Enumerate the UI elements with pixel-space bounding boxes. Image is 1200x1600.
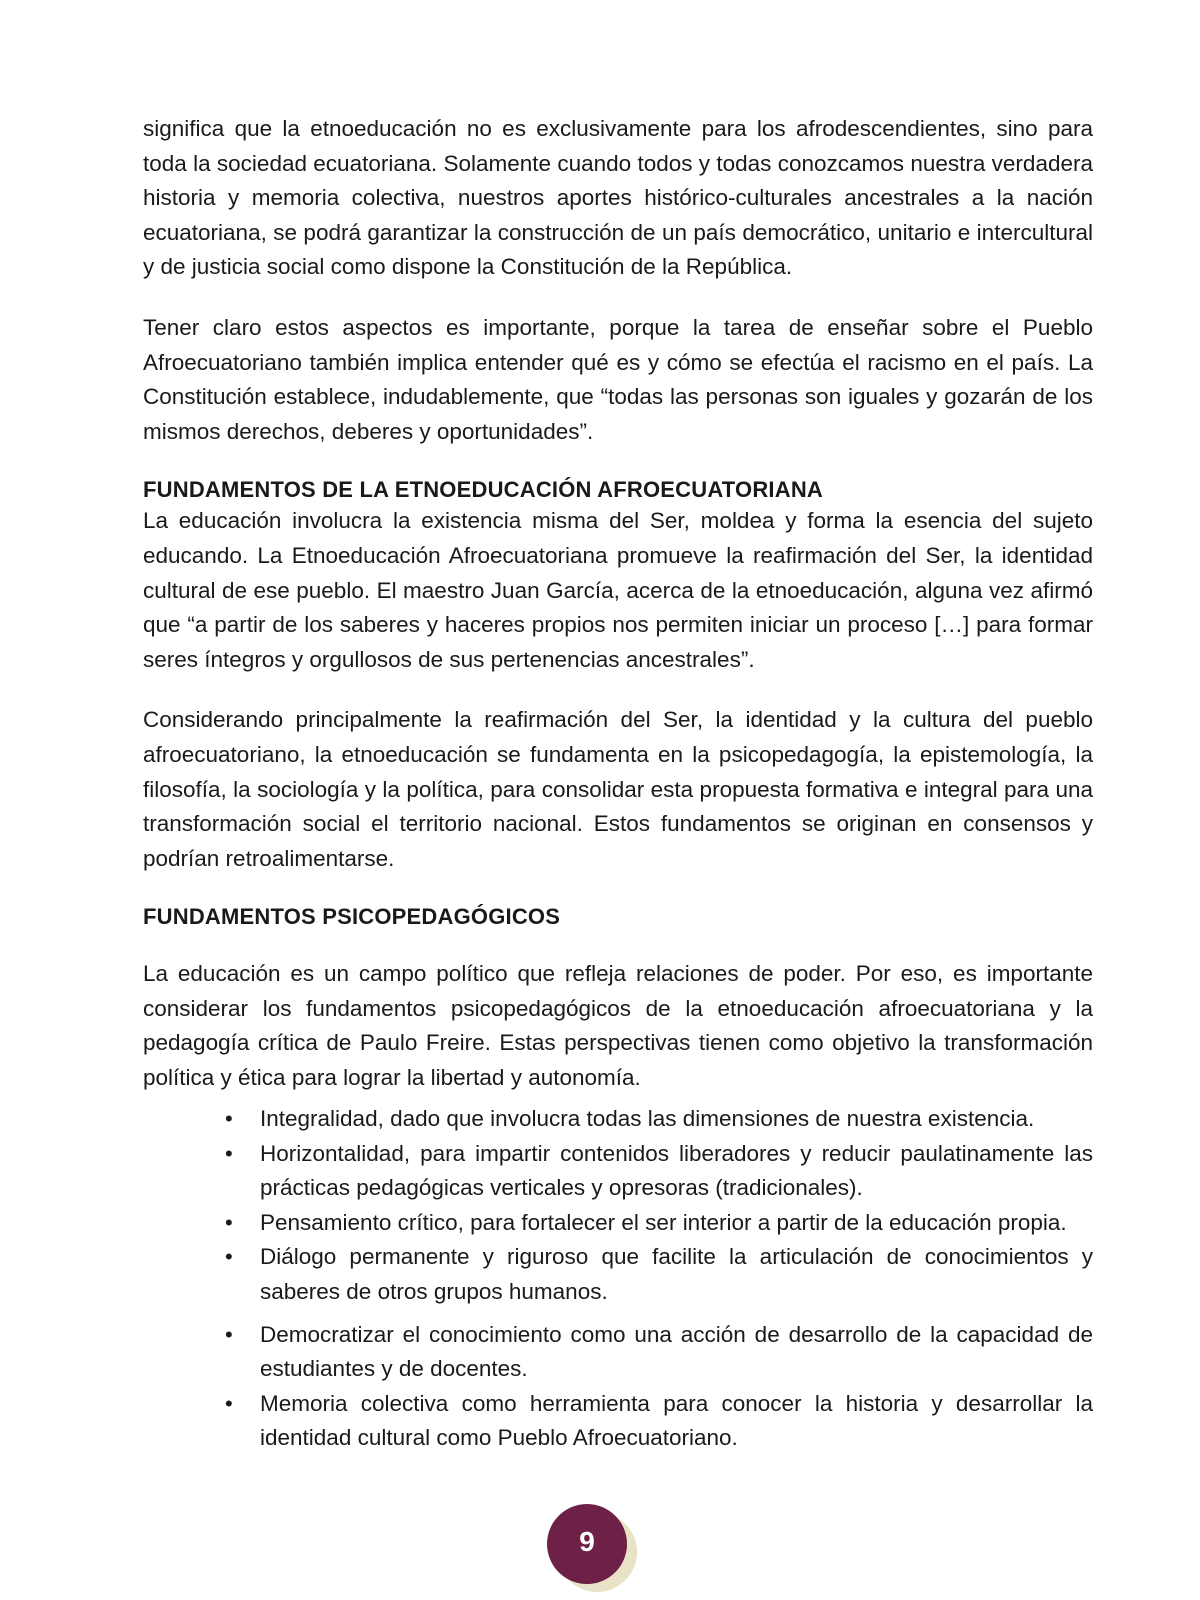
paragraph-etnoeducacion-1: La educación involucra la existencia misma del Ser, moldea y forma la esencia del sujeto educando. La Etnoeducación Afroecuatoriana promueve la reafirmación del Ser, la identidad cultural de ese pueblo. El maestro Juan García, acerca de la etnoeducación, alguna vez afirmó que “a partir de los saberes y haceres propios nos permiten iniciar un proceso […] para formar seres íntegros y orgullosos de sus pertenencias ancestrales”.	[143, 508, 1093, 672]
bullet-marker: •	[225, 1209, 233, 1235]
paragraph-psicopedagogicos: La educación es un campo político que refleja relaciones de poder. Por eso, es importante considerar los fundamentos psicopedagógicos de la etnoeducación afroecuatoriana y la pedagogía crítica de Paulo Freire. Estas perspectivas tienen como objetivo la transformación política y ética para lograr la libertad y autonomía.	[143, 961, 1093, 1091]
list-item-text: Pensamiento crítico, para fortalecer el ser interior a partir de la educación propia.	[260, 1209, 1067, 1235]
bullet-marker: •	[225, 1321, 233, 1347]
list-item	[225, 1318, 1093, 1387]
paragraph-intro-2: Tener claro estos aspectos es importante, porque la tarea de enseñar sobre el Pueblo Afroecuatoriano también implica entender qué es y cómo se efectúa el racismo en el país. La Constitución establece, indudablemente, que “todas las personas son iguales y gozarán de los mismos derechos, deberes y oportunidades”.	[143, 314, 1093, 444]
bullet-marker: •	[225, 1106, 233, 1131]
page-number-badge	[547, 1504, 639, 1596]
paragraph-etnoeducacion-2: Considerando principalmente la reafirmación del Ser, la identidad y la cultura del pueblo afroecuatoriano, la etnoeducación se fundamenta en la psicopedagogía, la epistemología, la filosofía, la sociología y la política, para consolidar esta propuesta formativa e integral para una transformación social el territorio nacional. Estos fundamentos se originan en consensos y podrían retroalimentarse.	[143, 707, 1093, 871]
list-item	[225, 1387, 1093, 1456]
bullet-marker: •	[225, 1390, 233, 1416]
section-heading-etnoeducacion: FUNDAMENTOS DE LA ETNOEDUCACIÓN AFROECUATORIANA	[143, 477, 823, 503]
list-item-text: Diálogo permanente y riguroso que facilite la articulación de conocimientos y saberes de otros grupos humanos.	[260, 1244, 1093, 1304]
page-number: 9	[547, 1504, 627, 1584]
list-item	[225, 1102, 1093, 1137]
bullet-marker: •	[225, 1244, 233, 1270]
list-item	[225, 1240, 1093, 1309]
list-item-text: Democratizar el conocimiento como una acción de desarrollo de la capacidad de estudiantes y de docentes.	[260, 1321, 1093, 1382]
list-item-text: Horizontalidad, para impartir contenidos liberadores y reducir paulatinamente las prácticas pedagógicas verticales y opresoras (tradicionales).	[260, 1140, 1093, 1201]
list-item	[225, 1206, 1093, 1241]
section-heading-psicopedagogicos: FUNDAMENTOS PSICOPEDAGÓGICOS	[143, 904, 561, 930]
list-item	[225, 1137, 1093, 1206]
bullet-list	[225, 1102, 1093, 1456]
list-item-text: Memoria colectiva como herramienta para conocer la historia y desarrollar la identidad cultural como Pueblo Afroecuatoriano.	[260, 1390, 1093, 1451]
list-item-text: Integralidad, dado que involucra todas las dimensiones de nuestra existencia.	[260, 1106, 1035, 1131]
paragraph-intro-1: significa que la etnoeducación no es exclusivamente para los afrodescendientes, sino para toda la sociedad ecuatoriana. Solamente cuando todos y todas conozcamos nuestra verdadera historia y memoria colectiva, nuestros aportes histórico-culturales ancestrales a la nación ecuatoriana, se podrá garantizar la construcción de un país democrático, unitario e intercultural y de justicia social como dispone la Constitución de la República.	[143, 116, 1093, 280]
page-content	[143, 112, 1093, 1096]
bullet-marker: •	[225, 1140, 233, 1166]
